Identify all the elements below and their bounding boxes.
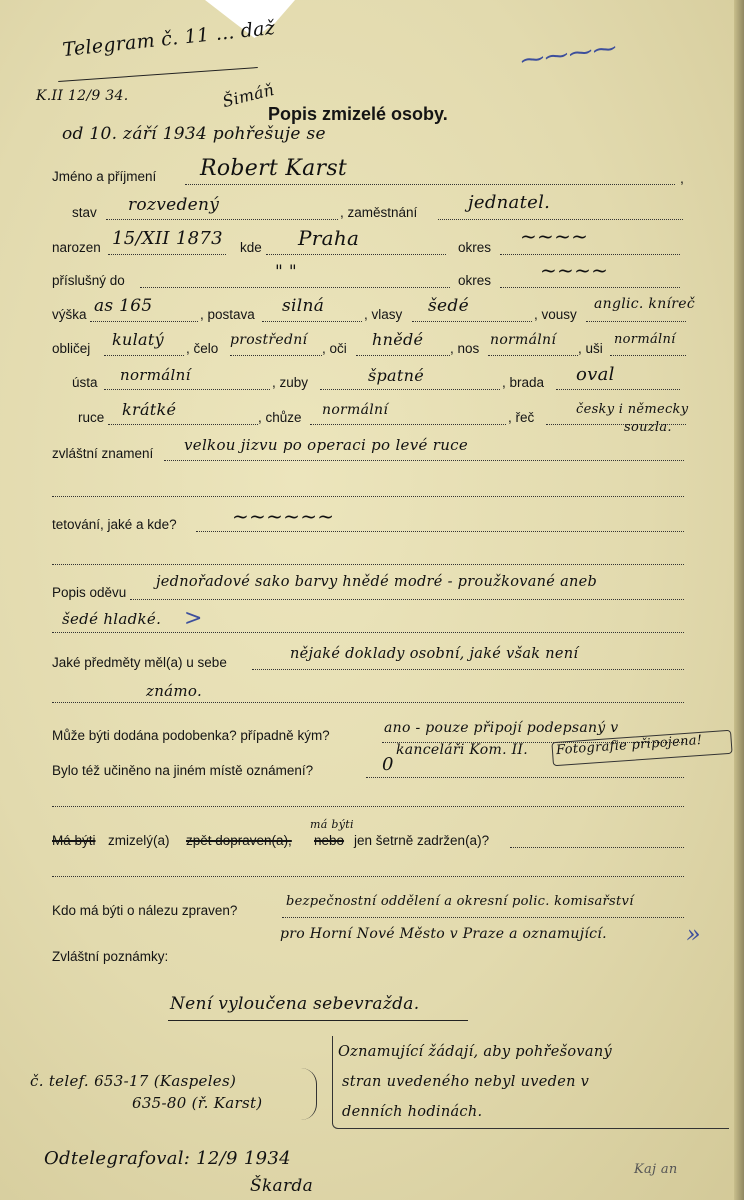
zamestnani-label: , zaměstnání xyxy=(340,205,418,220)
dopraven-line-2 xyxy=(52,876,684,877)
predmety-value-2: známo. xyxy=(146,682,203,700)
predmety-label: Jaké předměty měl(a) u sebe xyxy=(52,655,227,670)
phones-line-2: 635-80 (ř. Karst) xyxy=(132,1094,263,1112)
odev-value: jednořadové sako barvy hnědé modré - proužkované aneb xyxy=(156,574,598,590)
okres2-dash: ~~~~ xyxy=(540,258,609,282)
rec-value-2: souzla. xyxy=(624,420,672,435)
request-box xyxy=(332,1036,729,1129)
oznameni-label: Bylo též učiněno na jiném místě oznámení? xyxy=(52,763,314,778)
usi-line xyxy=(610,355,686,356)
znameni-value: velkou jizvu po operaci po levé ruce xyxy=(184,436,469,454)
oci-line xyxy=(356,355,450,356)
tetovani-label: tetování, jaké a kde? xyxy=(52,517,177,532)
oznameni-value: 0 xyxy=(382,754,394,775)
stav-value: rozvedený xyxy=(128,195,220,215)
vlasy-value: šedé xyxy=(428,296,469,316)
nos-value: normální xyxy=(490,332,557,348)
poznamky-label: Zvláštní poznámky: xyxy=(52,949,169,964)
clerk-signature: Škarda xyxy=(250,1176,314,1196)
blue-scribble: ⁓⁓⁓⁓ xyxy=(518,33,619,75)
file-number: K.II 12/9 34. xyxy=(36,88,129,104)
dopraven-line xyxy=(510,847,684,848)
stav-line xyxy=(106,219,338,220)
dopraven-end: jen šetrně zadržen(a)? xyxy=(354,833,490,848)
narozen-value: 15/XII 1873 xyxy=(112,228,223,249)
zpraven-label: Kdo má býti o nálezu zpraven? xyxy=(52,903,238,918)
ruce-value: krátké xyxy=(122,400,177,419)
oblicej-label: obličej xyxy=(52,341,91,356)
rec-label: , řeč xyxy=(508,410,535,425)
dopraven-above: má býti xyxy=(310,818,354,831)
narozen-label: narozen xyxy=(52,240,101,255)
signature-top: Šimáň xyxy=(220,79,277,112)
okres1-line xyxy=(500,254,680,255)
phones-line-1: č. telef. 653-17 (Kaspeles) xyxy=(30,1072,237,1090)
prislusny-label: příslušný do xyxy=(52,273,125,288)
request-line-1: Oznamující žádají, aby pohřešovaný xyxy=(338,1044,612,1060)
oci-value: hnědé xyxy=(372,330,424,349)
vlasy-label: , vlasy xyxy=(364,307,403,322)
kde-value: Praha xyxy=(298,226,360,250)
dopraven-struck-3: nebo xyxy=(314,833,345,848)
telegraphed-note: Odtelegrafoval: 12/9 1934 xyxy=(44,1148,291,1169)
odev-line-2 xyxy=(52,632,684,633)
odev-label: Popis oděvu xyxy=(52,585,127,600)
brada-line xyxy=(556,389,680,390)
nos-line xyxy=(488,355,578,356)
zpraven-value-2: pro Horní Nové Město v Praze a oznamující. xyxy=(280,926,607,942)
chuze-line xyxy=(310,424,506,425)
predmety-value: nějaké doklady osobní, jaké však není xyxy=(290,646,579,662)
telegram-ref: Telegram č. 11 ... daž xyxy=(61,16,277,62)
name-line xyxy=(185,184,675,185)
celo-line xyxy=(230,355,322,356)
oci-label: , oči xyxy=(322,341,347,356)
narozen-line xyxy=(108,254,226,255)
vousy-label: , vousy xyxy=(534,307,577,322)
postava-label: , postava xyxy=(200,307,255,322)
predmety-line-2 xyxy=(52,702,684,703)
postava-line xyxy=(262,321,362,322)
paper-edge xyxy=(734,0,744,1200)
page-title: Popis zmizelé osoby. xyxy=(268,104,448,124)
usta-value: normální xyxy=(120,366,191,384)
oznameni-line-2 xyxy=(52,806,684,807)
podobenka-value-2: kanceláři Kom. II. xyxy=(396,742,529,758)
podobenka-label: Může býti dodána podobenka? případně kým? xyxy=(52,728,330,743)
poznamky-underline xyxy=(168,1020,468,1021)
request-line-3: denních hodinách. xyxy=(342,1104,483,1120)
zamestnani-value: jednatel. xyxy=(468,192,551,213)
podobenka-value: ano - pouze připojí podepsaný v xyxy=(384,720,619,736)
brada-label: , brada xyxy=(502,375,545,390)
ruce-label: ruce xyxy=(78,410,105,425)
usi-label: , uši xyxy=(578,341,603,356)
blue-mark-1: > xyxy=(184,606,203,631)
name-value: Robert Karst xyxy=(200,156,348,181)
oblicej-value: kulatý xyxy=(112,330,164,349)
zuby-label: , zuby xyxy=(272,375,309,390)
odev-line xyxy=(130,599,684,600)
predmety-line xyxy=(252,669,684,670)
dopraven-struck-1: Má býti xyxy=(52,833,96,848)
usi-value: normální xyxy=(614,332,676,347)
zamestnani-line xyxy=(438,219,683,220)
request-line-2: stran uvedeného nebyl uveden v xyxy=(342,1074,590,1090)
okres1-dash: ~~~~ xyxy=(520,224,589,248)
chuze-label: , chůze xyxy=(258,410,302,425)
chuze-value: normální xyxy=(322,402,389,418)
zuby-line xyxy=(320,389,500,390)
usta-label: ústa xyxy=(72,375,98,390)
blue-mark-2: » xyxy=(686,920,701,948)
zpraven-value: bezpečnostní oddělení a okresní polic. komisařství xyxy=(286,894,634,909)
dopraven-mid: zmizelý(a) xyxy=(108,833,170,848)
stav-label: stav xyxy=(72,205,97,220)
znameni-label: zvláštní znamení xyxy=(52,446,154,461)
tetovani-line xyxy=(196,531,684,532)
vyska-label: výška xyxy=(52,307,87,322)
vlasy-line xyxy=(412,321,532,322)
zuby-value: špatné xyxy=(368,366,424,385)
podobenka-value-3: Fotografie připojena! xyxy=(555,732,703,759)
corner-note: Kaj an xyxy=(634,1162,678,1177)
znameni-line-2 xyxy=(52,496,684,497)
okres2-line xyxy=(500,287,680,288)
oznameni-line xyxy=(366,777,684,778)
prislusny-value: " " xyxy=(275,262,297,282)
nos-label: , nos xyxy=(450,341,480,356)
poznamky-value: Není vyloučena sebevražda. xyxy=(170,994,420,1014)
date-missing: od 10. září 1934 pohřešuje se xyxy=(62,124,326,144)
kde-line xyxy=(266,254,446,255)
prislusny-line xyxy=(140,287,450,288)
tetovani-dash: ~~~~~~ xyxy=(232,504,335,528)
kde-label: kde xyxy=(240,240,262,255)
brada-value: oval xyxy=(576,364,615,385)
okres2-label: okres xyxy=(458,273,492,288)
telegram-underline xyxy=(58,67,258,82)
phones-bracket xyxy=(86,1068,317,1120)
vyska-line xyxy=(90,321,198,322)
okres1-label: okres xyxy=(458,240,492,255)
dopraven-struck-2: zpět dopraven(a), xyxy=(186,833,292,848)
zpraven-line xyxy=(282,917,684,918)
odev-value-2: šedé hladké. xyxy=(62,610,162,628)
vyska-value: as 165 xyxy=(94,296,153,316)
ruce-line xyxy=(108,424,258,425)
usta-line xyxy=(104,389,270,390)
vousy-value: anglic. kníreč xyxy=(594,296,696,312)
name-label: Jméno a příjmení xyxy=(52,169,157,184)
celo-value: prostřední xyxy=(230,332,308,348)
comma: , xyxy=(680,170,684,186)
vousy-line xyxy=(586,321,686,322)
znameni-line xyxy=(164,460,684,461)
oblicej-line xyxy=(104,355,184,356)
rec-value: česky i německy xyxy=(576,402,689,417)
celo-label: , čelo xyxy=(186,341,219,356)
postava-value: silná xyxy=(282,296,325,316)
tetovani-line-2 xyxy=(52,564,684,565)
